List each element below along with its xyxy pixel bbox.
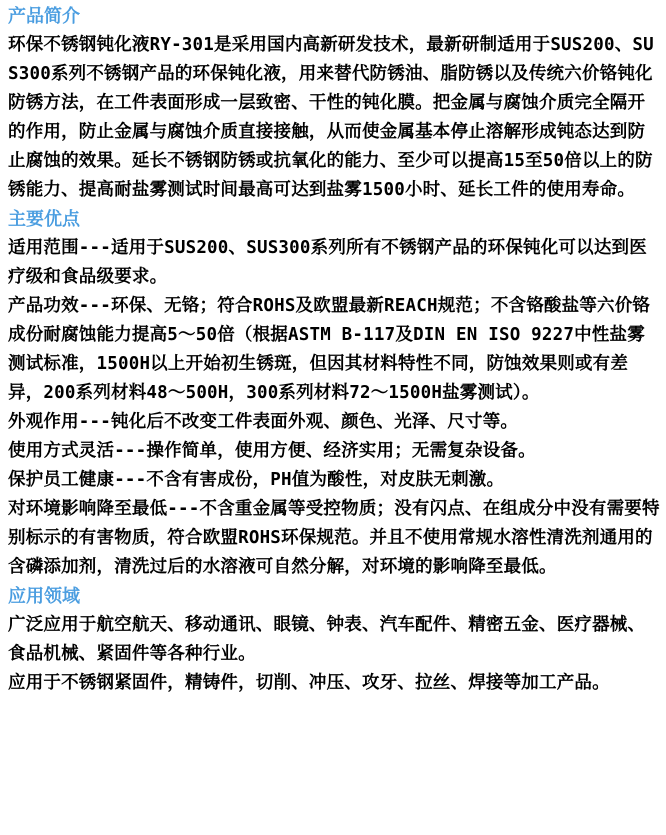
product-intro-paragraph: 环保不锈钢钝化液RY-301是采用国内高新研发技术，最新研制适用于SUS200、SUS300系列不锈钢产品的环保钝化液，用来替代防锈油、脂防锈以及传统六价铬钝化防锈方法，在工件表面形成一层致密、干性的钝化膜。把金属与腐蚀介质完全隔开的作用，防止金属与腐蚀介质直接接触，从而使金属基本停止溶解形成钝态达到防止腐蚀的效果。延长不锈钢防锈或抗氧化的能力、至少可以提高15至50倍以上的防锈能力、提高耐盐雾测试时间最高可达到盐雾1500小时、延长工件的使用寿命。	[8, 35, 654, 200]
advantage-health: 保护员工健康---不含有害成份，PH值为酸性，对皮肤无刺激。	[8, 470, 505, 490]
advantage-appearance: 外观作用---钝化后不改变工件表面外观、颜色、光泽、尺寸等。	[8, 412, 519, 432]
section-title-product-intro: 产品简介	[8, 6, 80, 27]
advantage-environment: 对环境影响降至最低---不含重金属等受控物质；没有闪点、在组成分中没有需要特别标示的有害物质，符合欧盟ROHS环保规范。并且不使用常规水溶性清洗剂通用的含磷添加剂，清洗过后的水溶液可自然分解，对环境的影响降至最低。	[8, 499, 660, 577]
section-title-main-advantages: 主要优点	[8, 209, 80, 230]
application-industries: 广泛应用于航空航天、移动通讯、眼镜、钟表、汽车配件、精密五金、医疗器械、食品机械、紧固件等各种行业。	[8, 615, 646, 664]
section-title-applications: 应用领域	[8, 586, 80, 607]
application-products: 应用于不锈钢紧固件，精铸件，切削、冲压、攻牙、拉丝、焊接等加工产品。	[8, 673, 610, 693]
advantage-scope: 适用范围---适用于SUS200、SUS300系列所有不锈钢产品的环保钝化可以达到医疗级和食品级要求。	[8, 238, 647, 287]
advantage-efficacy: 产品功效---环保、无铬；符合ROHS及欧盟最新REACH规范；不含铬酸盐等六价铬成份耐腐蚀能力提高5～50倍（根据ASTM B-117及DIN EN ISO 9227中性盐雾测试标准，1500H以上开始初生锈斑，但因其材料特性不同，防蚀效果则或有差异，200系列材料48～500H，300系列材料72～1500H盐雾测试）。	[8, 296, 651, 403]
advantage-usage: 使用方式灵活---操作简单，使用方便、经济实用；无需复杂设备。	[8, 441, 536, 461]
